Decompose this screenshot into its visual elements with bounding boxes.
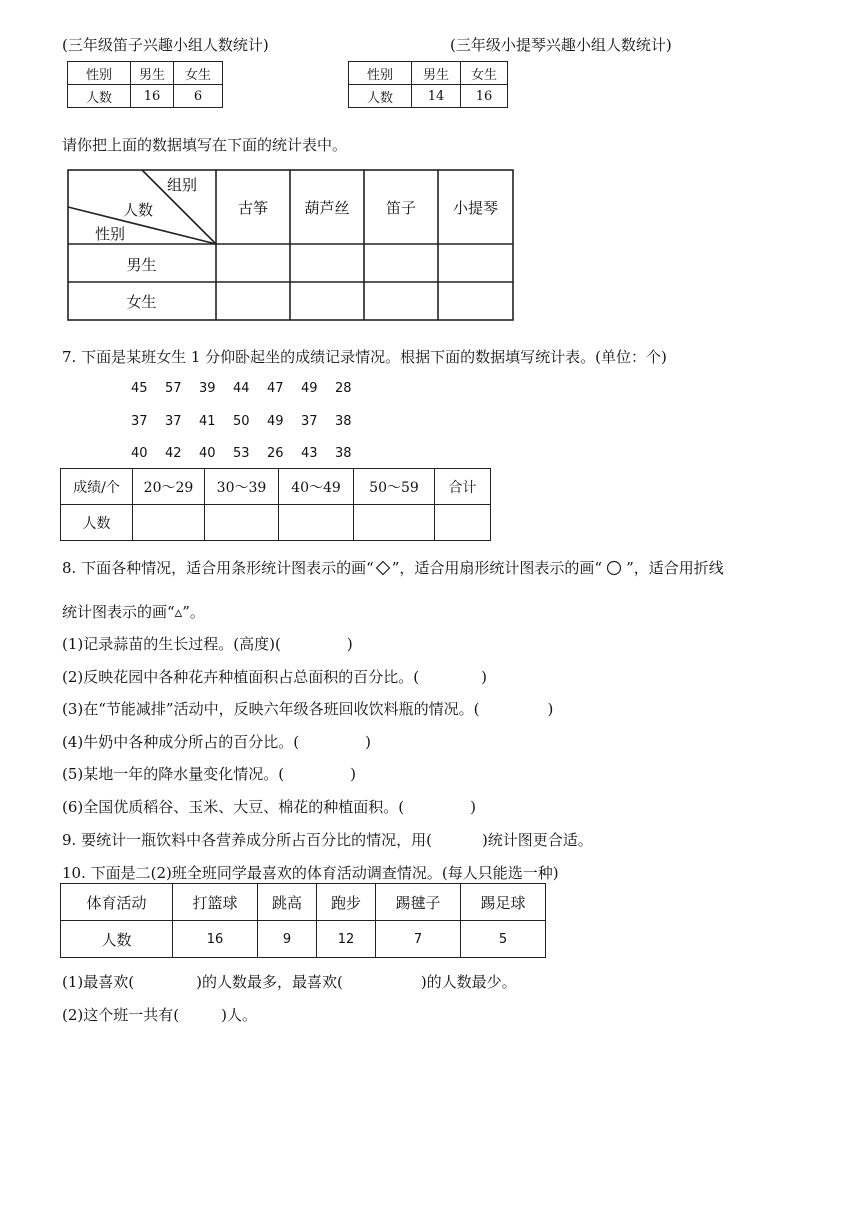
row-header: 女生 bbox=[126, 293, 157, 311]
q10-text: (1)最喜欢( bbox=[62, 973, 135, 991]
q10-sub1 bbox=[62, 971, 517, 992]
column-header: 葫芦丝 bbox=[304, 199, 350, 217]
data-value: 37 bbox=[131, 414, 148, 429]
diamond-icon bbox=[375, 560, 391, 580]
table-cell: 性别 bbox=[349, 62, 412, 85]
table-cell: 打篮球 bbox=[173, 884, 258, 921]
fill-instruction: 请你把上面的数据填写在下面的统计表中。 bbox=[62, 136, 348, 154]
table-cell: 40～49 bbox=[279, 469, 354, 505]
table-cell: 人数 bbox=[61, 505, 133, 541]
data-value: 50 bbox=[233, 414, 250, 429]
q8-line1 bbox=[62, 557, 724, 580]
violin-table bbox=[348, 61, 508, 108]
column-header: 小提琴 bbox=[452, 199, 498, 217]
answer-cell[interactable] bbox=[205, 505, 279, 541]
data-value: 28 bbox=[335, 381, 352, 396]
q8-item-text: (6)全国优质稻谷、玉米、大豆、棉花的种植面积。( bbox=[62, 798, 405, 816]
q8-item-close: ) bbox=[547, 700, 554, 718]
q8-item-text: (1)记录蒜苗的生长过程。(高度)( bbox=[62, 635, 281, 653]
table-cell: 合计 bbox=[435, 469, 491, 505]
q10-text: (2)这个班一共有( bbox=[62, 1006, 180, 1024]
q10-text: )的人数最少。 bbox=[420, 973, 517, 991]
q8-item bbox=[62, 698, 553, 719]
q8-item-close: ) bbox=[470, 798, 476, 816]
corner-label-gender: 性别 bbox=[95, 225, 126, 243]
table-cell: 20～29 bbox=[133, 469, 205, 505]
answer-cell[interactable] bbox=[435, 505, 491, 541]
column-header: 笛子 bbox=[385, 199, 416, 217]
answer-cell[interactable] bbox=[279, 505, 354, 541]
table-cell: 50～59 bbox=[354, 469, 435, 505]
q8-item-text: (3)在“节能减排”活动中，反映六年级各班回收饮料瓶的情况。( bbox=[62, 700, 480, 718]
table-cell: 男生 bbox=[412, 62, 461, 85]
table-cell: 人数 bbox=[349, 85, 412, 108]
table-cell: 5 bbox=[461, 921, 546, 958]
data-value: 42 bbox=[165, 446, 182, 461]
circle-icon bbox=[606, 560, 622, 580]
table-cell: 男生 bbox=[131, 62, 174, 85]
table-cell: 16 bbox=[131, 85, 174, 108]
data-value: 40 bbox=[199, 446, 216, 461]
table-cell: 6 bbox=[174, 85, 223, 108]
data-value: 38 bbox=[335, 414, 352, 429]
table-cell: 女生 bbox=[174, 62, 223, 85]
table-cell: 人数 bbox=[61, 921, 173, 958]
table-cell: 踢毽子 bbox=[376, 884, 461, 921]
q8-item bbox=[62, 763, 356, 784]
data-value: 39 bbox=[199, 381, 216, 396]
table-cell: 跑步 bbox=[317, 884, 376, 921]
q8-item-close: ) bbox=[365, 733, 371, 751]
q9-text: )统计图更合适。 bbox=[481, 831, 593, 849]
data-value: 44 bbox=[233, 381, 250, 396]
q8-item-text: (4)牛奶中各种成分所占的百分比。( bbox=[62, 733, 300, 751]
table-cell: 人数 bbox=[68, 85, 131, 108]
data-value: 37 bbox=[301, 414, 318, 429]
data-value: 43 bbox=[301, 446, 318, 461]
data-row bbox=[131, 414, 369, 429]
corner-label-group: 组别 bbox=[167, 176, 198, 194]
data-value: 49 bbox=[301, 381, 318, 396]
table-cell: 16 bbox=[173, 921, 258, 958]
table-cell: 女生 bbox=[461, 62, 508, 85]
q8-text: ”，适合用折线 bbox=[626, 559, 724, 577]
table-cell: 跳高 bbox=[258, 884, 317, 921]
answer-cell[interactable] bbox=[133, 505, 205, 541]
q8-item-text: (5)某地一年的降水量变化情况。( bbox=[62, 765, 285, 783]
q10-text: )的人数最多，最喜欢( bbox=[196, 973, 343, 991]
q10-text: 10. 下面是二(2)班全班同学最喜欢的体育活动调查情况。(每人只能选一种) bbox=[62, 864, 559, 882]
q8-text: ”，适合用扇形统计图表示的画“ bbox=[391, 559, 603, 577]
q8-item-close: ) bbox=[350, 765, 356, 783]
table-cell: 30～39 bbox=[205, 469, 279, 505]
q8-item bbox=[62, 666, 487, 687]
data-value: 40 bbox=[131, 446, 148, 461]
q8-item-text: (2)反映花园中各种花卉种植面积占总面积的百分比。( bbox=[62, 668, 420, 686]
data-value: 37 bbox=[165, 414, 182, 429]
column-header: 古筝 bbox=[237, 199, 268, 217]
q7-text: 7. 下面是某班女生 1 分仰卧起坐的成绩记录情况。根据下面的数据填写统计表。(单位：个) bbox=[62, 348, 667, 366]
group-table bbox=[67, 169, 514, 321]
q8-item bbox=[62, 796, 476, 817]
data-value: 47 bbox=[267, 381, 284, 396]
q8-text: 8. 下面各种情况，适合用条形统计图表示的画“ bbox=[62, 559, 374, 577]
table-cell: 9 bbox=[258, 921, 317, 958]
table-cell: 12 bbox=[317, 921, 376, 958]
table-cell: 踢足球 bbox=[461, 884, 546, 921]
flute-title: (三年级笛子兴趣小组人数统计) bbox=[62, 36, 269, 54]
data-value: 53 bbox=[233, 446, 250, 461]
q8-item-close: ) bbox=[481, 668, 487, 686]
q8-item bbox=[62, 731, 371, 752]
data-value: 26 bbox=[267, 446, 284, 461]
data-value: 41 bbox=[199, 414, 216, 429]
corner-label-count: 人数 bbox=[123, 201, 154, 219]
data-row bbox=[131, 446, 369, 461]
data-row bbox=[131, 381, 369, 396]
violin-title: (三年级小提琴兴趣小组人数统计) bbox=[450, 36, 672, 54]
q8-line2: 统计图表示的画“▵”。 bbox=[62, 603, 205, 621]
q10-sub2 bbox=[62, 1004, 257, 1025]
data-value: 57 bbox=[165, 381, 182, 396]
table-cell: 体育活动 bbox=[61, 884, 173, 921]
flute-table bbox=[67, 61, 223, 108]
data-value: 45 bbox=[131, 381, 148, 396]
data-value: 49 bbox=[267, 414, 284, 429]
q8-item-close: ) bbox=[346, 635, 353, 653]
table-cell: 7 bbox=[376, 921, 461, 958]
sports-table bbox=[60, 883, 546, 958]
q9 bbox=[62, 829, 593, 850]
q8-item bbox=[62, 633, 353, 654]
table-cell: 14 bbox=[412, 85, 461, 108]
table-cell: 性别 bbox=[68, 62, 131, 85]
q10-text: )人。 bbox=[221, 1006, 257, 1024]
answer-cell[interactable] bbox=[354, 505, 435, 541]
row-header: 男生 bbox=[126, 256, 157, 274]
table-cell: 16 bbox=[461, 85, 508, 108]
data-value: 38 bbox=[335, 446, 352, 461]
q9-text: 9. 要统计一瓶饮料中各营养成分所占百分比的情况，用( bbox=[62, 831, 432, 849]
score-table bbox=[60, 468, 491, 541]
table-cell: 成绩/个 bbox=[61, 469, 133, 505]
